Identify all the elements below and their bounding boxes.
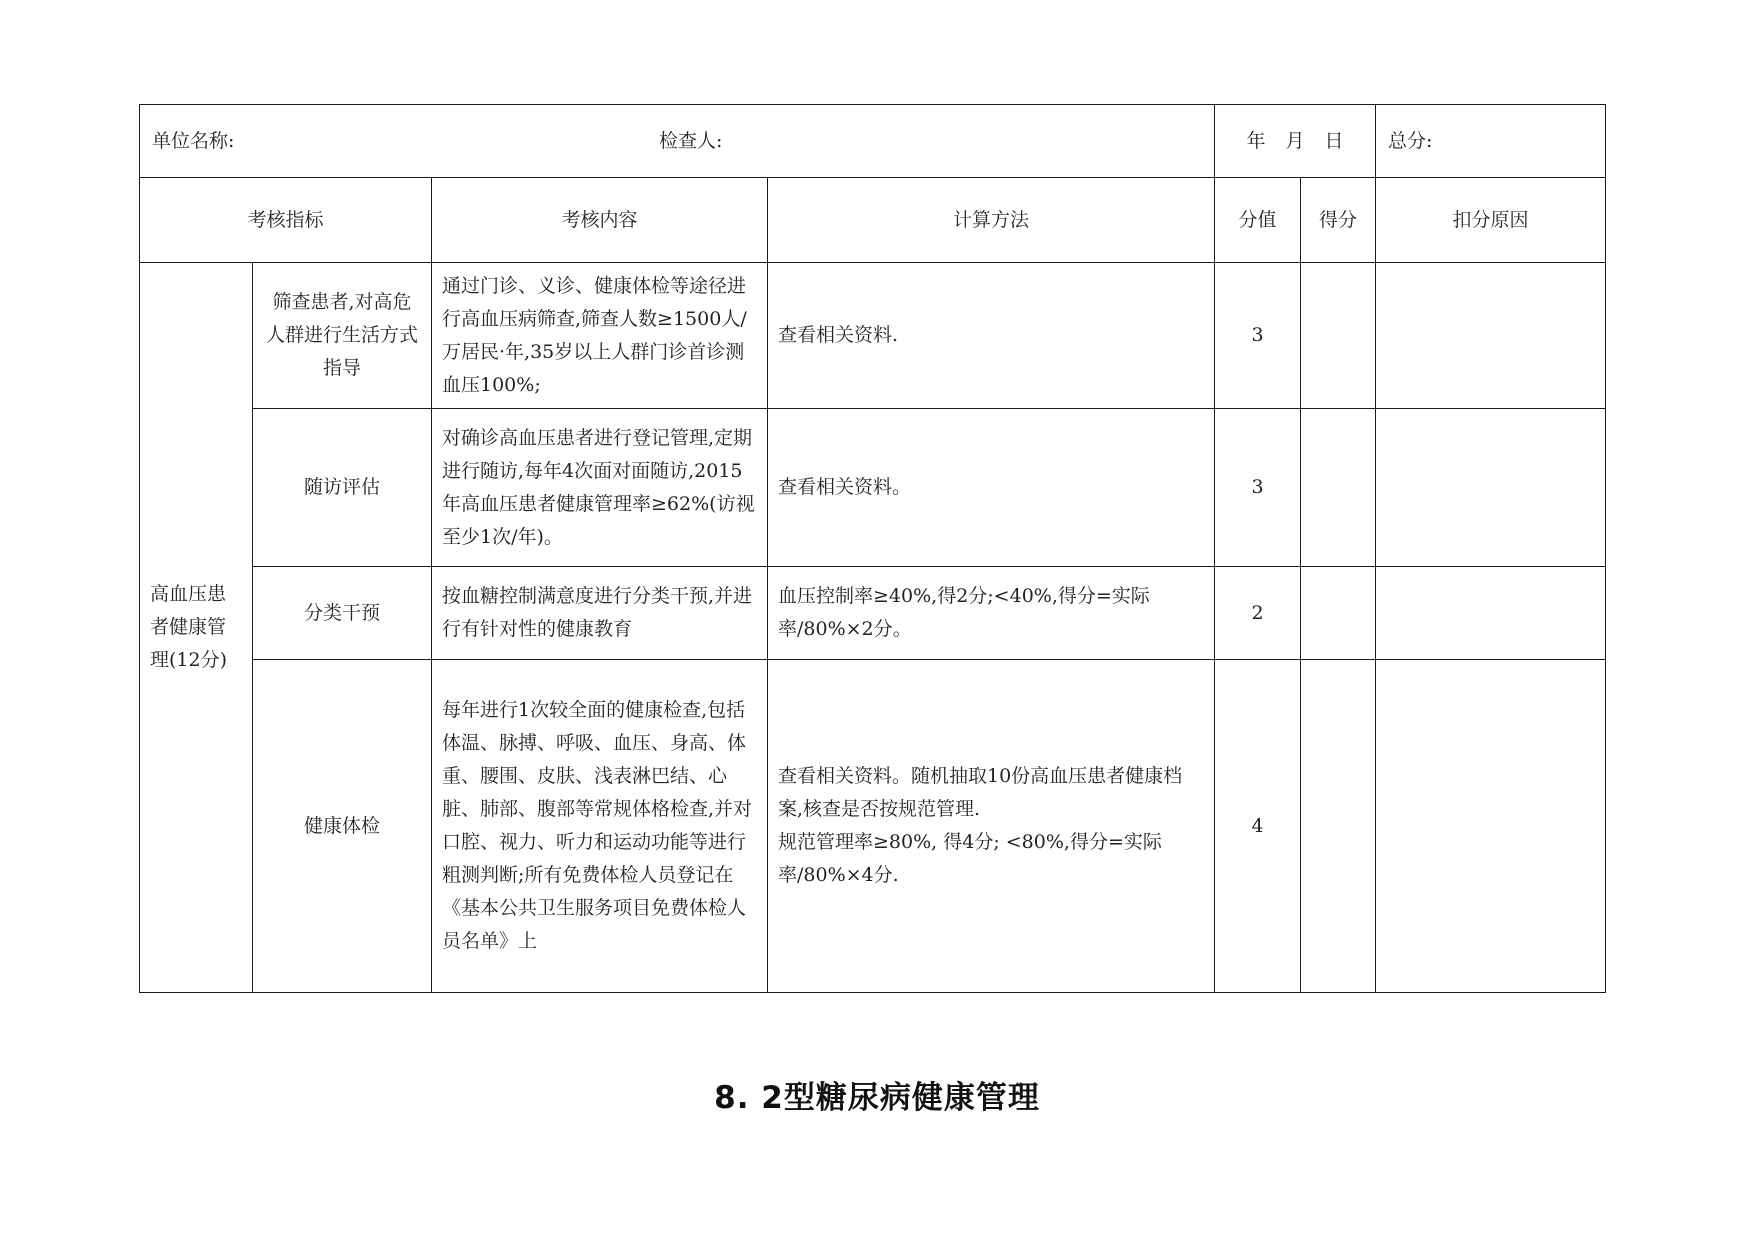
- item-cell: 筛查患者,对高危人群进行生活方式指导: [253, 263, 432, 409]
- points-cell: 4: [1215, 660, 1301, 993]
- table-row: [140, 567, 1606, 660]
- content-cell: 对确诊高血压患者进行登记管理,定期进行随访,每年4次面对面随访,2015年高血压患者健康管理率≥62%(访视至少1次/年)。: [432, 409, 768, 567]
- content-cell: 按血糖控制满意度进行分类干预,并进行有针对性的健康教育: [432, 567, 768, 660]
- assessment-table: [139, 104, 1606, 993]
- item-cell: 分类干预: [253, 567, 432, 660]
- method-cell: 血压控制率≥40%,得2分;<40%,得分=实际率/80%×2分。: [768, 567, 1215, 660]
- section-title: 8. 2型糖尿病健康管理: [714, 1080, 1040, 1116]
- column-header-row: [140, 178, 1606, 263]
- col-content: 考核内容: [432, 178, 768, 263]
- score-cell[interactable]: [1301, 660, 1376, 993]
- score-cell[interactable]: [1301, 409, 1376, 567]
- points-cell: 3: [1215, 409, 1301, 567]
- col-points: 分值: [1215, 178, 1301, 263]
- method-cell: 查看相关资料.: [768, 263, 1215, 409]
- col-score: 得分: [1301, 178, 1376, 263]
- day-label: 日: [1324, 129, 1344, 152]
- header-row: [140, 105, 1606, 178]
- total-score-cell: [1376, 105, 1606, 178]
- col-deduction: 扣分原因: [1376, 178, 1606, 263]
- table-row: [140, 409, 1606, 567]
- col-method: 计算方法: [768, 178, 1215, 263]
- content-cell: 通过门诊、义诊、健康体检等途径进行高血压病筛查,筛查人数≥1500人/万居民·年,35岁以上人群门诊首诊测血压100%;: [432, 263, 768, 409]
- method-cell: 查看相关资料。随机抽取10份高血压患者健康档案,核查是否按规范管理. 规范管理率≥80%, 得4分; <80%,得分=实际率/80%×4分.: [768, 660, 1215, 993]
- score-cell[interactable]: [1301, 263, 1376, 409]
- assessment-sheet: [139, 104, 1606, 993]
- deduction-reason-cell[interactable]: [1376, 409, 1606, 567]
- table-row: [140, 263, 1606, 409]
- month-label: 月: [1285, 129, 1305, 152]
- total-score-label: 总分:: [1388, 129, 1433, 152]
- inspector-label: 检查人:: [659, 130, 723, 152]
- score-cell[interactable]: [1301, 567, 1376, 660]
- unit-name-label: 单位名称:: [152, 130, 235, 152]
- col-indicator: 考核指标: [140, 178, 432, 263]
- category-cell: 高血压患者健康管理(12分): [140, 263, 253, 993]
- deduction-reason-cell[interactable]: [1376, 263, 1606, 409]
- points-cell: 2: [1215, 567, 1301, 660]
- points-cell: 3: [1215, 263, 1301, 409]
- deduction-reason-cell[interactable]: [1376, 660, 1606, 993]
- table-row: [140, 660, 1606, 993]
- content-cell: 每年进行1次较全面的健康检查,包括体温、脉搏、呼吸、血压、身高、体重、腰围、皮肤、浅表淋巴结、心脏、肺部、腹部等常规体格检查,并对口腔、视力、听力和运动功能等进行粗测判断;所有免费体检人员登记在《基本公共卫生服务项目免费体检人员名单》上: [432, 660, 768, 993]
- year-label: 年: [1246, 129, 1266, 152]
- unit-inspector-cell: [140, 105, 1215, 178]
- method-cell: 查看相关资料。: [768, 409, 1215, 567]
- item-cell: 健康体检: [253, 660, 432, 993]
- deduction-reason-cell[interactable]: [1376, 567, 1606, 660]
- item-cell: 随访评估: [253, 409, 432, 567]
- date-cell: [1215, 105, 1376, 178]
